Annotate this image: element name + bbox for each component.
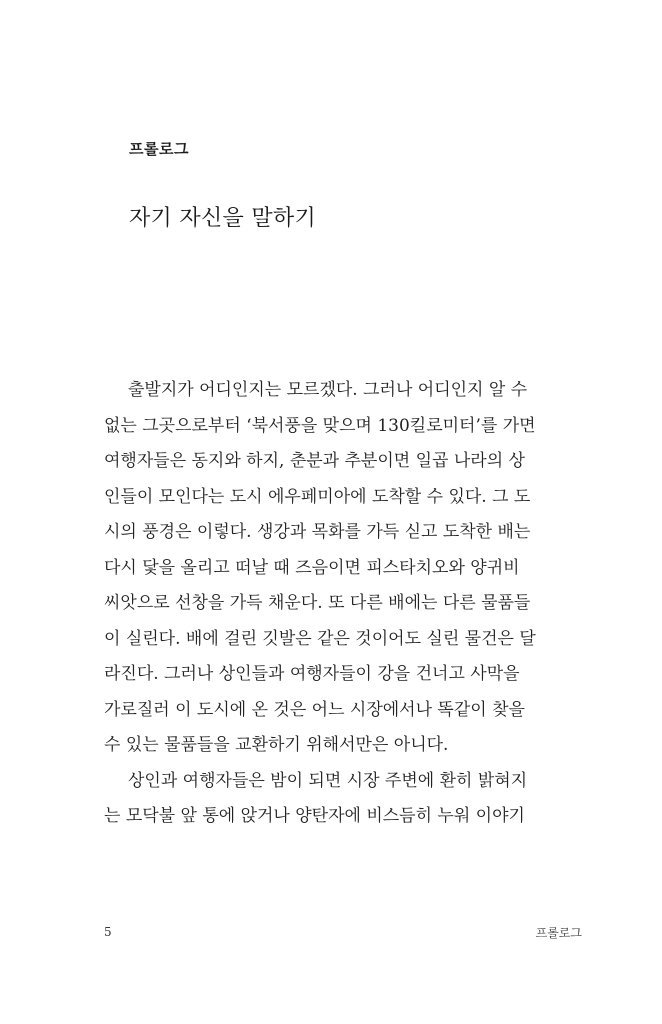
paragraph-1-line-1: 출발지가 어디인지는 모르겠다. 그러나 어디인지 알 수 xyxy=(128,380,528,400)
paragraph-1-line-5: 시의 풍경은 이렇다. 생강과 목화를 가득 싣고 도착한 배는 xyxy=(104,522,531,542)
body-text xyxy=(104,373,584,835)
paragraph-2-line-2: 는 모닥불 앞 통에 앉거나 양탄자에 비스듬히 누워 이야기 xyxy=(104,806,525,826)
paragraph-1-line-2: 없는 그곳으로부터 ‘북서풍을 맞으며 130킬로미터’를 가면 xyxy=(104,415,536,436)
paragraph-1-line-3: 여행자들은 동지와 하지, 춘분과 추분이면 일곱 나라의 상 xyxy=(104,451,525,471)
running-head: 프롤로그 xyxy=(535,926,582,940)
paragraph-1-line-6: 다시 닻을 올리고 떠날 때 즈음이면 피스타치오와 양귀비 xyxy=(104,557,520,578)
section-label: 프롤로그 xyxy=(129,140,189,158)
chapter-title: 자기 자신을 말하기 xyxy=(129,206,317,231)
paragraph-1-line-10: 가로질러 이 도시에 온 것은 어느 시장에서나 똑같이 찾을 xyxy=(104,699,525,720)
paragraph-1-line-4: 인들이 모인다는 도시 에우페미아에 도착할 수 있다. 그 도 xyxy=(104,486,531,507)
page-number: 5 xyxy=(104,925,112,939)
paragraph-1-line-7: 씨앗으로 선창을 가득 채운다. 또 다른 배에는 다른 물품들 xyxy=(104,593,531,613)
paragraph-1-line-11: 수 있는 물품들을 교환하기 위해서만은 아니다. xyxy=(104,735,449,755)
paragraph-1-line-8: 이 실린다. 배에 걸린 깃발은 같은 것이어도 실린 물건은 달 xyxy=(104,628,536,649)
paragraph-1-line-9: 라진다. 그러나 상인들과 여행자들이 강을 건너고 사막을 xyxy=(104,664,520,684)
paragraph-2-line-1: 상인과 여행자들은 밤이 되면 시장 주변에 환히 밝혀지 xyxy=(128,770,528,791)
